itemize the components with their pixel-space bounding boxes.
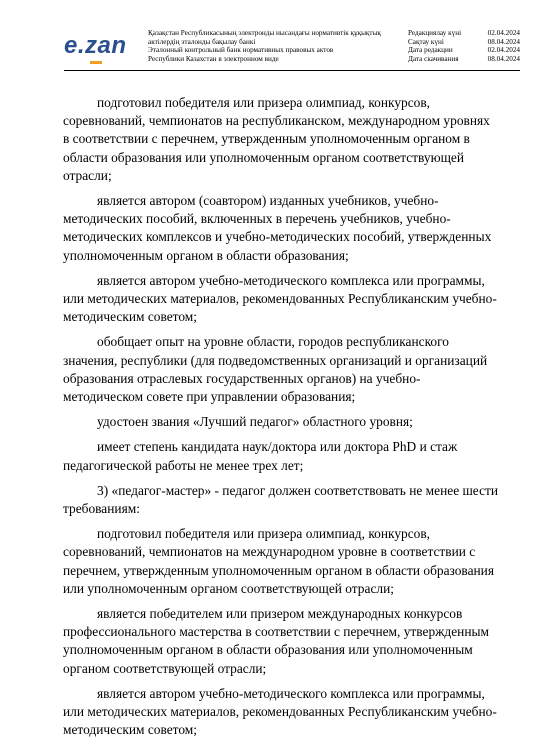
- date-row: [408, 55, 520, 64]
- date-label: Дата скачивания: [408, 54, 459, 63]
- document-body: [63, 94, 499, 747]
- body-paragraph: 3) «педагог-мастер» - педагог должен соответствовать не менее шести требованиям:: [63, 482, 499, 517]
- ezan-logo[interactable]: [64, 34, 127, 58]
- document-header: [0, 0, 557, 80]
- logo-underline-icon: [90, 61, 102, 64]
- body-paragraph: является автором учебно-методического комплекса или программы, или методических материалов, рекомендованных Республиканским учебно-методическим советом;: [63, 272, 497, 325]
- header-divider: [64, 70, 520, 71]
- logo-dot: .: [77, 32, 86, 59]
- header-description: [148, 29, 388, 63]
- date-value: 02.04.2024: [487, 46, 520, 55]
- date-row: [408, 29, 520, 38]
- logo-text: zan: [85, 32, 127, 59]
- body-paragraph: является автором учебно-методического комплекса или программы, или методических материалов, рекомендованных Республиканским учебно-методическим советом;: [63, 685, 497, 738]
- body-paragraph: подготовил победителя или призера олимпиад, конкурсов, соревнований, чемпионатов на республиканском, международном уровнях в соответствии с перечнем, утвержденным уполномоченным органом в области образования или уполномоченным органом соответствующей отрасли;: [63, 95, 490, 183]
- date-row: [408, 46, 520, 55]
- date-value: 02.04.2024: [487, 29, 520, 37]
- date-value: 08.04.2024: [487, 37, 520, 46]
- header-description-line: Эталонный контрольный банк нормативных правовых актов: [148, 46, 334, 55]
- body-paragraph: является победителем или призером международных конкурсов профессионального мастерства в соответствии с перечнем, утвержденным уполномоченным органом в области образования или уполномоченным органом соответствующей отрасли;: [63, 606, 489, 676]
- date-label: Редакциялау күні: [408, 29, 462, 37]
- date-label: Сақтау күні: [408, 37, 444, 46]
- header-description-line: Республики Казахстан в электронном виде: [148, 54, 279, 63]
- date-label: Дата редакции: [408, 46, 453, 55]
- date-row: [408, 38, 520, 47]
- body-paragraph: является автором (соавтором) изданных учебников, учебно-методических пособий, включенных в перечень учебников, учебно-методических комплексов и учебно-методических пособий, утвержденных уполномоченным органом в области образования;: [63, 193, 492, 263]
- header-description-line: актілердің эталонды бақылау банкі: [148, 37, 256, 46]
- body-paragraph: подготовил победителя или призера олимпиад, конкурсов, соревнований, чемпионатов на международном уровне в соответствии с перечнем, утвержденным уполномоченным органом в области образования или уполномоченным органом соответствующей отрасли;: [63, 526, 495, 596]
- body-paragraph: имеет степень кандидата наук/доктора или доктора PhD и стаж педагогической работы не менее трех лет;: [63, 439, 458, 473]
- body-paragraph: удостоен звания «Лучший педагог» областного уровня;: [97, 414, 413, 430]
- body-paragraph: обобщает опыт на уровне области, городов республиканского значения, республики (для подведомственных организаций и организаций образования отраслевых государственных органов) на учебно-методическом совете при управлении образования;: [63, 334, 488, 405]
- header-dates: [408, 29, 520, 63]
- date-value: 08.04.2024: [487, 54, 520, 63]
- logo-letter-e: e: [64, 32, 78, 59]
- header-description-line: Қазақстан Республикасының электронды нысандағы нормативтік құқықтық: [148, 29, 381, 37]
